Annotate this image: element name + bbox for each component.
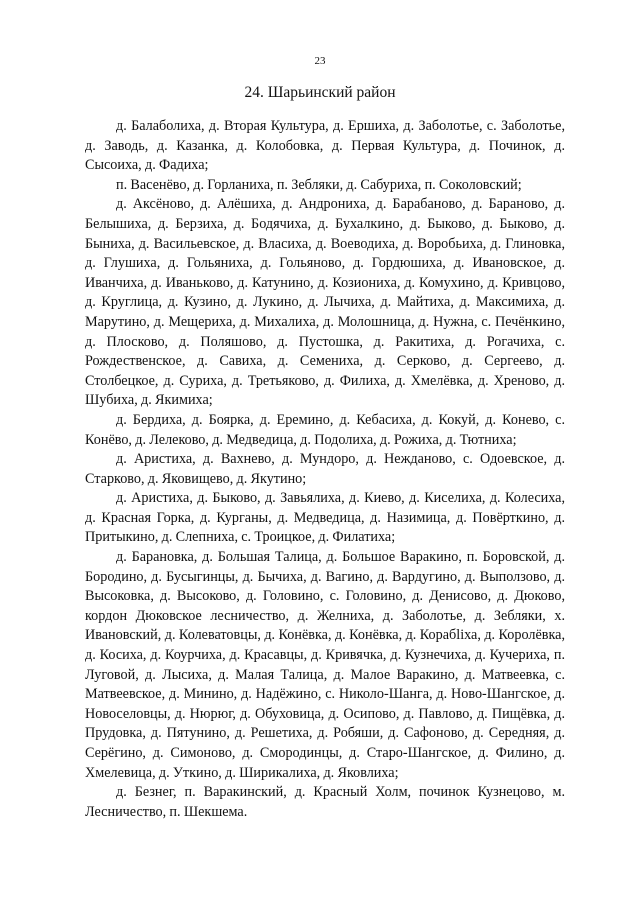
section-heading: 24. Шарьинский район (244, 84, 396, 101)
paragraph: д. Аристиха, д. Вахнево, д. Мундоро, д. Нежданово, с. Одоевское, д. Старково, д. Яковищево, д. Якутино; (85, 451, 565, 487)
paragraph: д. Безнег, п. Варакинский, д. Красный Холм, починок Кузнецово, м. Лесничество, п. Шекшема. (85, 784, 565, 820)
paragraph: д. Балаболиха, д. Вторая Культура, д. Ершиха, д. Заболотье, с. Заболотье, д. Заводь, д. Казанка, д. Колобовка, д. Первая Культура, д. Починок, д. Сысоиха, д. Фадиха; (85, 118, 565, 174)
paragraph: д. Аристиха, д. Быково, д. Завьялиха, д. Киево, д. Киселиха, д. Колесиха, д. Красная Горка, д. Курганы, д. Медведица, д. Назимица, д. Повёрткино, д. Притыкино, д. Слепниха, с. Троицкое, д. Филатиха; (85, 490, 565, 546)
paragraph: д. Бердиха, д. Боярка, д. Еремино, д. Кебасиха, д. Кокуй, д. Конево, с. Конёво, д. Лелеково, д. Медведица, д. Подолиха, д. Рожиха, д. Тютниха; (85, 411, 565, 448)
page-number: 23 (314, 55, 326, 67)
paragraph: д. Аксёново, д. Алёшиха, д. Андрониха, д. Барабаново, д. Бараново, д. Белышиха, д. Берзиха, д. Бодячиха, д. Бухалкино, д. Быково, д. Быково, д. Быниха, д. Васильевское, д. Власиха, д. Воеводиха, д. Воробьиха, д. Глиновка, д. Глушиха, д. Гольяниха, д. Гольяново, д. Гордюшиха, д. Ивановское, д. Иванчиха, д. Иваньково, д. Катунино, д. Козиониха, д. Комухино, д. Кривцово, д. Круглица, д. Кузино, д. Лукино, д. Лычиха, д. Майтиха, д. Максимиха, д. Марутино, д. Мещериха, д. Михалиха, д. Молошница, д. Нужна, с. Печёнкино, д. Плосково, д. Поляшово, д. Пустошка, д. Ракитиха, д. Рогачиха, с. Рождественское, д. Савиха, д. Семениха, д. Серково, д. Сергеево, д. Столбецкое, д. Суриха, д. Третьяково, д. Филиха, д. Хмелёвка, д. Хреново, д. Шубиха, д. Якимиха; (85, 196, 565, 409)
paragraph: п. Васенёво, д. Горланиха, п. Зебляки, д. Сабуриха, п. Соколовский; (116, 176, 522, 193)
document-body (85, 117, 565, 822)
paragraph: д. Барановка, д. Большая Талица, д. Большое Варакино, п. Боровской, д. Бородино, д. Бусыгинцы, д. Бычиха, д. Вагино, д. Вардугино, д. Выползово, д. Высоковка, д. Высоково, д. Головино, с. Головино, д. Денисово, д. Дюково, кордон Дюковское лесничество, д. Желниха, д. Заболотье, д. Зебляки, х. Ивановский, д. Колеватовцы, д. Конёвка, д. Конёвка, д. Корабliха, д. Королёвка, д. Косиха, д. Коурчиха, д. Красавцы, д. Кривячка, д. Кузнечиха, д. Кучериха, п. Луговой, д. Лысиха, д. Малая Талица, д. Малое Варакино, д. Матвеевка, с. Матвеевское, д. Минино, д. Надёжино, с. Николо-Шанга, д. Ново-Шангское, д. Новоселовцы, д. Нюрюг, д. Обуховица, д. Осипово, д. Павлово, д. Пищёвка, д. Прудовка, д. Пятунино, д. Решетиха, д. Робяши, д. Сафоново, д. Середняя, д. Серёгино, д. Симоново, д. Смородинцы, д. Старо-Шангское, д. Филино, д. Хмелевица, д. Уткино, д. Ширикалиха, д. Яковлиха; (85, 549, 565, 781)
